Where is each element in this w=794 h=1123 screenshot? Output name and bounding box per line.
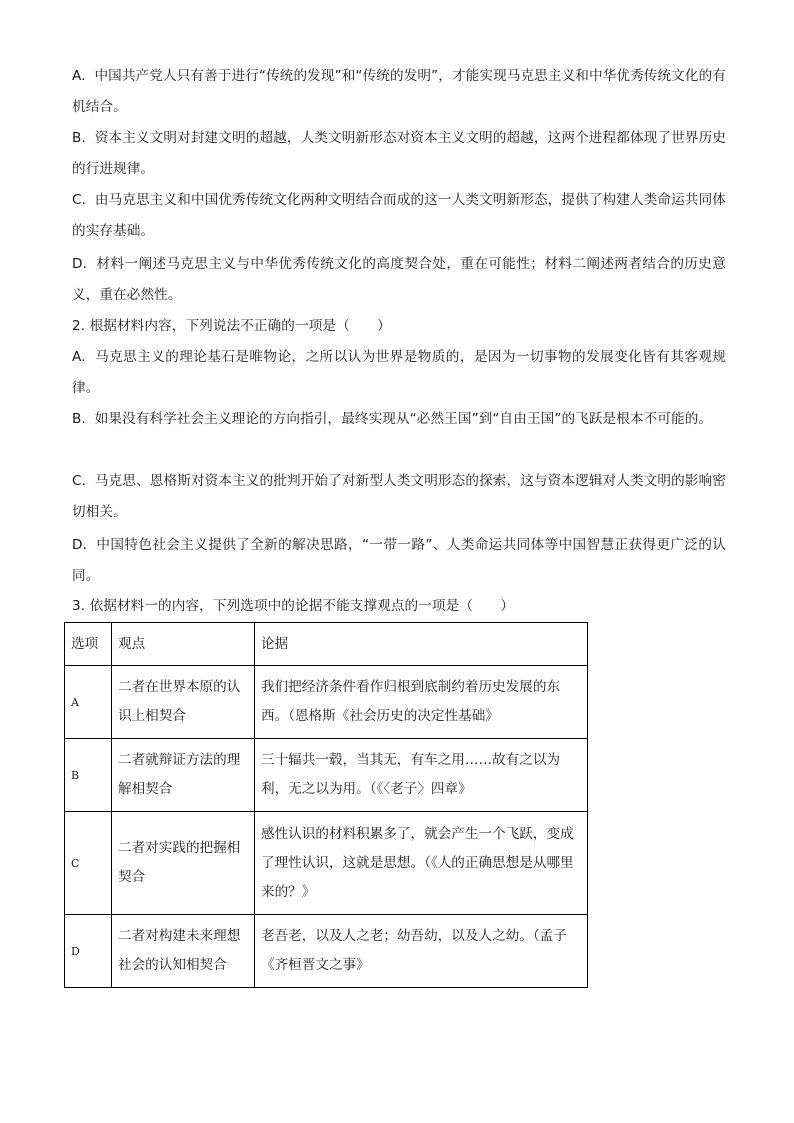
option-text: 如果没有科学社会主义理论的方向指引，最终实现从“必然王国”到“自由王国”的飞跃是根本不可能的。 <box>94 411 713 427</box>
option-text: 马克思主义的理论基石是唯物论，之所以认为世界是物质的，是因为一切事物的发展变化皆有其客观规律。 <box>72 349 727 396</box>
q1-option-a <box>72 61 726 123</box>
row-evidence: 感性认识的材料积累多了，就会产生一个飞跃，变成了理性认识，这就是思想。（《人的正确思想是从哪里来的？》 <box>255 812 588 915</box>
option-label: B. <box>72 411 86 427</box>
table-header-row <box>65 623 588 666</box>
row-evidence: 我们把经济条件看作归根到底制约着历史发展的东西。（恩格斯《社会历史的决定性基础》 <box>255 666 588 739</box>
q1-option-d <box>72 249 726 311</box>
option-text: 由马克思主义和中国优秀传统文化两种文明结合而成的这一人类文明新形态，提供了构建人类命运共同体的实存基础。 <box>72 192 726 239</box>
option-label: A. <box>72 349 86 365</box>
option-label: D. <box>72 537 87 553</box>
row-option: C <box>65 812 112 915</box>
option-text: 中国特色社会主义提供了全新的解决思路，“一带一路”、人类命运共同体等中国智慧正获得更广泛的认同。 <box>72 537 727 584</box>
option-label: C. <box>72 473 87 489</box>
q1-option-b <box>72 123 726 185</box>
table-row <box>65 915 588 988</box>
header-option: 选项 <box>65 623 112 666</box>
row-option: A <box>65 666 112 739</box>
table-row <box>65 666 588 739</box>
header-evidence: 论据 <box>255 623 588 666</box>
q2-option-a <box>72 342 726 404</box>
table-row <box>65 812 588 915</box>
row-option: B <box>65 739 112 812</box>
row-option: D <box>65 915 112 988</box>
option-label: C. <box>72 192 87 208</box>
row-evidence: 三十辐共一毂，当其无，有车之用……故有之以为利，无之以为用。（《〈老子〉四章》 <box>255 739 588 812</box>
row-view: 二者就辩证方法的理解相契合 <box>112 739 255 812</box>
option-label: D. <box>72 256 87 272</box>
q2-option-d <box>72 530 726 592</box>
option-text: 中国共产党人只有善于进行“传统的发现”和“传统的发明”，才能实现马克思主义和中华优秀传统文化的有机结合。 <box>72 68 727 115</box>
option-label: A. <box>72 68 86 84</box>
option-text: 马克思、恩格斯对资本主义的批判开始了对新型人类文明形态的探索，这与资本逻辑对人类文明的影响密切相关。 <box>72 473 726 520</box>
q3-table <box>64 622 588 988</box>
q2-option-c <box>72 466 726 528</box>
row-view: 二者对构建未来理想社会的认知相契合 <box>112 915 255 988</box>
table-row <box>65 739 588 812</box>
row-evidence: 老吾老，以及人之老；幼吾幼，以及人之幼。（孟子《齐桓晋文之事》 <box>255 915 588 988</box>
row-view: 二者在世界本原的认识上相契合 <box>112 666 255 739</box>
row-view: 二者对实践的把握相契合 <box>112 812 255 915</box>
option-text: 材料一阐述马克思主义与中华优秀传统文化的高度契合处，重在可能性；材料二阐述两者结合的历史意义，重在必然性。 <box>72 256 726 303</box>
header-view: 观点 <box>112 623 255 666</box>
option-label: B. <box>72 130 86 146</box>
q2-option-b <box>72 404 726 435</box>
q1-option-c <box>72 185 726 247</box>
q2-stem: 2. 根据材料内容，下列说法不正确的一项是（ ） <box>72 318 391 334</box>
q3-stem: 3. 依据材料一的内容，下列选项中的论据不能支撑观点的一项是（ ） <box>72 598 515 614</box>
option-text: 资本主义文明对封建文明的超越，人类文明新形态对资本主义文明的超越，这两个进程都体现了世界历史的行进规律。 <box>72 130 726 177</box>
